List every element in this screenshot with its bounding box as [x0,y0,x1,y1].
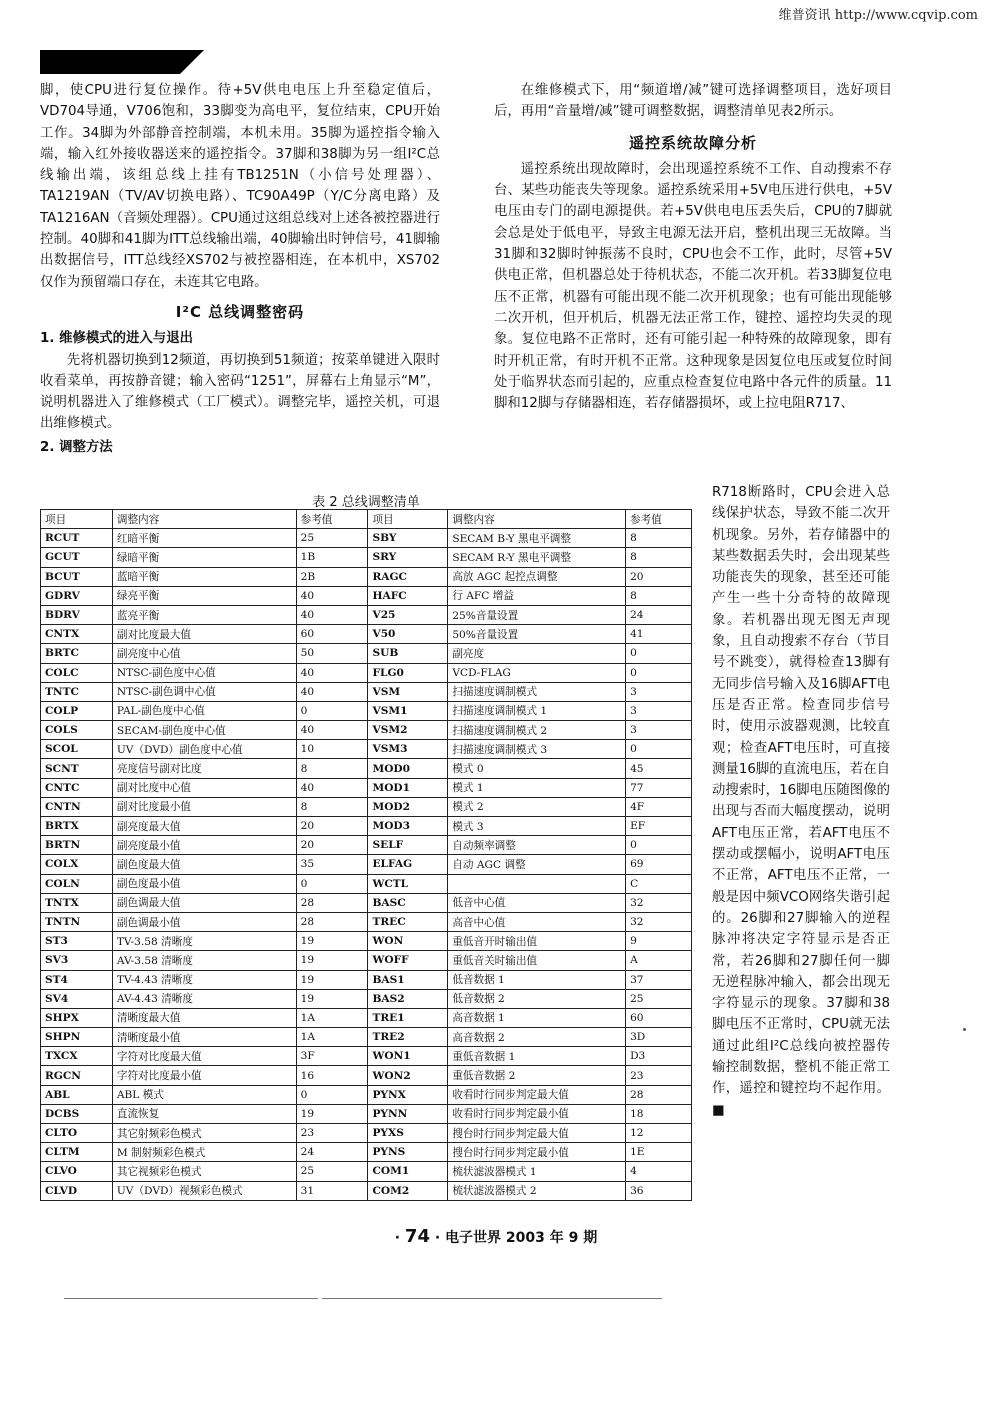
cell-adjust-content: 重低音数据 2 [448,1066,626,1085]
subtitle-adjust-method: 2. 调整方法 [40,439,113,455]
cell-adjust-content: 副亮度最小值 [112,836,296,855]
cell-item-code: SHPN [41,1028,113,1047]
cell-adjust-content: 收看时行同步判定最大值 [448,1085,626,1104]
cell-ref-value: 25 [626,989,692,1008]
cell-ref-value: 1A [296,1008,368,1027]
cell-adjust-content: 自动 AGC 调整 [448,855,626,874]
cell-item-code: RCUT [41,529,113,548]
cell-ref-value: 25 [296,1162,368,1181]
table-row [41,548,692,567]
source-watermark: 维普资讯 http://www.cqvip.com [778,8,978,23]
subtitle-maintenance-mode: 1. 维修模式的进入与退出 [40,331,193,347]
cell-adjust-content: 收看时行同步判定最小值 [448,1104,626,1123]
table-row [41,682,692,701]
header-value-2: 参考值 [626,510,692,529]
cell-item-code: CNTX [41,625,113,644]
cell-ref-value: 37 [626,970,692,989]
cell-item-code: FLG0 [368,663,448,682]
cell-item-code: RGCN [41,1066,113,1085]
cell-adjust-content: 副亮度 [448,644,626,663]
cell-adjust-content: 重低音数据 1 [448,1047,626,1066]
cell-item-code: WOFF [368,951,448,970]
cell-adjust-content: 高音中心值 [448,912,626,931]
cell-adjust-content: 其它射频彩色模式 [112,1124,296,1143]
table-row [41,1047,692,1066]
table-row [41,951,692,970]
cell-ref-value: 32 [626,912,692,931]
header-content-2: 调整内容 [448,510,626,529]
table-row [41,1008,692,1027]
cell-item-code: SCOL [41,740,113,759]
cell-item-code: TNTX [41,893,113,912]
cell-item-code: SV3 [41,951,113,970]
cell-item-code: SCNT [41,759,113,778]
cell-item-code: SHPX [41,1008,113,1027]
cell-item-code: MOD0 [368,759,448,778]
cell-item-code: ST4 [41,970,113,989]
cell-item-code: TRE1 [368,1008,448,1027]
table-row [41,529,692,548]
cell-item-code: MOD3 [368,817,448,836]
cell-item-code: CNTN [41,797,113,816]
cell-ref-value: 19 [296,932,368,951]
cell-item-code: PYNS [368,1143,448,1162]
cell-item-code: MOD2 [368,797,448,816]
bus-adjust-table [40,509,692,1201]
cell-ref-value: 0 [296,701,368,720]
cell-ref-value: 16 [296,1066,368,1085]
cell-ref-value: 20 [296,836,368,855]
scan-speck [963,1028,966,1031]
cell-ref-value: 24 [296,1143,368,1162]
cell-item-code: CLVO [41,1162,113,1181]
table-row [41,701,692,720]
table-row [41,740,692,759]
header-item-1: 项目 [41,510,113,529]
page-footer: · 74 · 电子世界 2003 年 9 期 [394,1226,598,1247]
header-item-2: 项目 [368,510,448,529]
cell-ref-value: D3 [626,1047,692,1066]
cell-adjust-content: 副色度最大值 [112,855,296,874]
table-body [41,529,692,1201]
cell-adjust-content: 低音数据 1 [448,970,626,989]
cell-ref-value: 19 [296,1104,368,1123]
cell-item-code: TNTC [41,682,113,701]
cell-item-code: BCUT [41,567,113,586]
cell-adjust-content: 字符对比度最大值 [112,1047,296,1066]
table-row [41,778,692,797]
cell-item-code: BRTX [41,817,113,836]
cell-item-code: BDRV [41,605,113,624]
cell-ref-value: 77 [626,778,692,797]
cell-adjust-content: 绿暗平衡 [112,548,296,567]
cell-item-code: VSM3 [368,740,448,759]
cell-item-code: ELFAG [368,855,448,874]
cell-adjust-content: 副色调最大值 [112,893,296,912]
cell-ref-value: 0 [296,1085,368,1104]
header-black-bar [40,50,180,74]
cell-item-code: TREC [368,912,448,931]
right-column [494,80,892,414]
right-paragraph-1: 在维修模式下，用“频道增/减”键可选择调整项目，选好项目后，再用“音量增/减”键可调整数据，调整清单见表2所示。 [494,83,892,120]
cell-item-code: SELF [368,836,448,855]
cell-adjust-content: 重低音关时输出值 [448,951,626,970]
cell-item-code: BRTN [41,836,113,855]
cell-adjust-content: 50%音量设置 [448,625,626,644]
cell-ref-value: 40 [296,586,368,605]
cell-ref-value: 3 [626,721,692,740]
cell-adjust-content: 副对比度中心值 [112,778,296,797]
cell-ref-value: 20 [296,817,368,836]
cell-ref-value: 36 [626,1181,692,1200]
cell-ref-value: 1B [296,548,368,567]
cell-item-code: COLC [41,663,113,682]
cell-adjust-content: 高音数据 1 [448,1008,626,1027]
cell-item-code: TNTN [41,912,113,931]
cell-adjust-content: 副亮度最大值 [112,817,296,836]
cell-ref-value: 25 [296,529,368,548]
cell-ref-value: 19 [296,951,368,970]
cell-item-code: SRY [368,548,448,567]
cell-ref-value: 23 [626,1066,692,1085]
cell-item-code: VSM2 [368,721,448,740]
cell-adjust-content: 蓝暗平衡 [112,567,296,586]
fold-line-left [64,1298,318,1299]
right-narrow-text: R718断路时，CPU会进入总线保护状态，导致不能二次开机现象。另外，若存储器中的某些数据丢失时，会出现某些功能丧失的现象，甚至还可能产生一些十分奇特的故障现象。若机器出现无图无声现象，且自动搜索不存台（节目号不跳变），就得检查13脚有无同步信号输入及16脚AFT电压是否正常。检查同步信号时，使用示波器观测，比较直观；检查AFT电压时，可直接测量16脚的直流电压，若在自动搜索时，16脚电压随图像的出现与否而大幅度摆动，说明AFT电压正常，若AFT电压不摆动或摆幅小，说明AFT电压不正常，AFT电压不正常，一般是因中频VCO网络失谐引起的。26脚和27脚输入的逆程脉冲将决定字符显示是否正常，若26脚和27脚任何一脚无逆程脉冲输入，都会出现无字符显示的现象。37脚和38脚电压不正常时，CPU就无法通过此组I²C总线向被控器传输控制数据，整机不能正常工作，遥控和键控均不起作用。■ [712,485,890,1118]
table-row [41,1066,692,1085]
table-row [41,1085,692,1104]
cell-ref-value: 4 [626,1162,692,1181]
cell-ref-value: 50 [296,644,368,663]
cell-item-code: VSM [368,682,448,701]
cell-ref-value: 28 [296,912,368,931]
table-row [41,644,692,663]
cell-ref-value: 40 [296,778,368,797]
cell-adjust-content: SECAM-副色度中心值 [112,721,296,740]
cell-ref-value: 40 [296,605,368,624]
table-row [41,586,692,605]
cell-adjust-content: UV（DVD）视频彩色模式 [112,1181,296,1200]
cell-ref-value: 8 [296,759,368,778]
table-row [41,932,692,951]
cell-ref-value: 0 [626,644,692,663]
cell-adjust-content: TV-3.58 清晰度 [112,932,296,951]
cell-adjust-content: UV（DVD）副色度中心值 [112,740,296,759]
cell-adjust-content: 模式 2 [448,797,626,816]
table-row [41,625,692,644]
cell-item-code: DCBS [41,1104,113,1123]
cell-item-code: CLTM [41,1143,113,1162]
cell-ref-value: 2B [296,567,368,586]
cell-ref-value: 10 [296,740,368,759]
section-title-remote-fault: 遥控系统故障分析 [628,133,757,152]
table-row [41,1143,692,1162]
cell-adjust-content: 副对比度最小值 [112,797,296,816]
cell-ref-value: 3 [626,701,692,720]
cell-ref-value: 8 [296,797,368,816]
cell-ref-value: 60 [296,625,368,644]
cell-adjust-content: 副色调最小值 [112,912,296,931]
cell-adjust-content: 模式 0 [448,759,626,778]
cell-item-code: COLS [41,721,113,740]
cell-ref-value: A [626,951,692,970]
cell-item-code: VSM1 [368,701,448,720]
right-narrow-column [712,482,890,1121]
cell-ref-value: 35 [296,855,368,874]
cell-adjust-content: 蓝亮平衡 [112,605,296,624]
cell-adjust-content: 直流恢复 [112,1104,296,1123]
cell-item-code: BASC [368,893,448,912]
table-header-row [41,510,692,529]
cell-adjust-content: 搜台时行同步判定最小值 [448,1143,626,1162]
table-row [41,1028,692,1047]
table-row [41,1162,692,1181]
cell-item-code: PYNN [368,1104,448,1123]
cell-ref-value: 12 [626,1124,692,1143]
fold-line-right [322,1298,662,1299]
cell-ref-value: 0 [626,663,692,682]
cell-ref-value: C [626,874,692,893]
cell-adjust-content: 搜台时行同步判定最大值 [448,1124,626,1143]
cell-item-code: RAGC [368,567,448,586]
cell-ref-value: 40 [296,682,368,701]
cell-ref-value: 0 [296,874,368,893]
cell-ref-value: 3 [626,682,692,701]
cell-ref-value: 19 [296,989,368,1008]
table-row [41,721,692,740]
cell-item-code: WON2 [368,1066,448,1085]
cell-item-code: SUB [368,644,448,663]
cell-adjust-content: 扫描速度调制模式 2 [448,721,626,740]
section-title-i2c: I²C 总线调整密码 [175,302,305,321]
cell-ref-value: 20 [626,567,692,586]
cell-adjust-content: 低音数据 2 [448,989,626,1008]
left-column [40,80,440,458]
cell-adjust-content: 扫描速度调制模式 3 [448,740,626,759]
cell-ref-value: 0 [626,740,692,759]
cell-item-code: V25 [368,605,448,624]
cell-ref-value: 28 [626,1085,692,1104]
cell-adjust-content: 高放 AGC 起控点调整 [448,567,626,586]
cell-ref-value: EF [626,817,692,836]
cell-item-code: V50 [368,625,448,644]
cell-adjust-content: AV-3.58 清晰度 [112,951,296,970]
cell-ref-value: 9 [626,932,692,951]
cell-item-code: GCUT [41,548,113,567]
cell-item-code: PYXS [368,1124,448,1143]
cell-adjust-content: PAL-副色度中心值 [112,701,296,720]
left-paragraph-1: 脚，使CPU进行复位操作。待+5V供电电压上升至稳定值后，VD704导通，V706饱和，33脚变为高电平，复位结束，CPU开始工作。34脚为外部静音控制端，本机未用。35脚为遥控指令输入端，输入红外接收器送来的遥控指令。37脚和38脚为另一组I²C总线输出端，该组总线上挂有TB1251N（小信号处理器）、TA1219AN（TV/AV切换电路）、TC90A49P（Y/C分离电路）及TA1216AN（音频处理器）。CPU通过这组总线对上述各被控器进行控制。40脚和41脚为ITT总线输出端，40脚输出时钟信号，41脚输出数据信号，ITT总线经XS702与被控器相连，在本机中，XS702仅作为预留端口存在，未连其它电路。 [40,83,440,290]
cell-adjust-content: VCD-FLAG [448,663,626,682]
cell-adjust-content: M 制射频彩色模式 [112,1143,296,1162]
cell-adjust-content: 低音中心值 [448,893,626,912]
cell-item-code: WON1 [368,1047,448,1066]
cell-item-code: HAFC [368,586,448,605]
cell-adjust-content: NTSC-副色调中心值 [112,682,296,701]
cell-ref-value: 0 [626,836,692,855]
cell-adjust-content: 副对比度最大值 [112,625,296,644]
cell-ref-value: 60 [626,1008,692,1027]
cell-adjust-content: 红暗平衡 [112,529,296,548]
cell-adjust-content: 模式 3 [448,817,626,836]
cell-adjust-content: 副色度最小值 [112,874,296,893]
cell-adjust-content: NTSC-副色度中心值 [112,663,296,682]
cell-item-code: BAS1 [368,970,448,989]
table-row [41,855,692,874]
cell-item-code: CLVD [41,1181,113,1200]
cell-item-code: CLTO [41,1124,113,1143]
table-row [41,893,692,912]
table-row [41,1181,692,1200]
cell-ref-value: 40 [296,663,368,682]
page-number: 74 [404,1226,430,1247]
cell-adjust-content: 清晰度最大值 [112,1008,296,1027]
cell-item-code: TRE2 [368,1028,448,1047]
table-row [41,759,692,778]
cell-adjust-content: 亮度信号副对比度 [112,759,296,778]
table-row [41,797,692,816]
cell-ref-value: 31 [296,1181,368,1200]
table-row [41,836,692,855]
cell-adjust-content: 25%音量设置 [448,605,626,624]
cell-ref-value: 19 [296,970,368,989]
table-row [41,1124,692,1143]
cell-item-code: COM2 [368,1181,448,1200]
cell-adjust-content: TV-4.43 清晰度 [112,970,296,989]
cell-adjust-content: 重低音开时输出值 [448,932,626,951]
cell-item-code: COM1 [368,1162,448,1181]
cell-item-code: COLN [41,874,113,893]
header-value-1: 参考值 [296,510,368,529]
cell-ref-value: 4F [626,797,692,816]
cell-adjust-content: 绿亮平衡 [112,586,296,605]
table-row [41,817,692,836]
cell-ref-value: 1E [626,1143,692,1162]
cell-item-code: SV4 [41,989,113,1008]
cell-adjust-content [448,874,626,893]
cell-ref-value: 3F [296,1047,368,1066]
cell-adjust-content: 自动频率调整 [448,836,626,855]
cell-item-code: COLP [41,701,113,720]
cell-item-code: PYNX [368,1085,448,1104]
cell-adjust-content: 其它视频彩色模式 [112,1162,296,1181]
cell-ref-value: 41 [626,625,692,644]
cell-adjust-content: ABL 模式 [112,1085,296,1104]
cell-adjust-content: AV-4.43 清晰度 [112,989,296,1008]
cell-ref-value: 28 [296,893,368,912]
header-content-1: 调整内容 [112,510,296,529]
left-paragraph-2: 先将机器切换到12频道，再切换到51频道；按菜单键进入限时收看菜单，再按静音键；输入密码“1251”，屏幕右上角显示“M”，说明机器进入了维修模式（工厂模式）。调整完毕，遥控关机，可退出维修模式。 [40,352,440,432]
cell-item-code: MOD1 [368,778,448,797]
right-paragraph-2: 遥控系统出现故障时，会出现遥控系统不工作、自动搜索不存台、某些功能丧失等现象。遥控系统采用+5V电压进行供电，+5V电压由专门的副电源提供。若+5V供电电压丢失后，CPU的7脚就会总是处于低电平，导致主电源无法开启，整机出现三无故障。当31脚和32脚时钟振荡不良时，CPU也会不工作，此时，尽管+5V供电正常，但机器总处于待机状态，不能二次开机。若33脚复位电压不正常，机器有可能出现不能二次开机现象；也有可能出现能够二次开机，但开机后，机器无法正常工作，键控、遥控均失灵的现象。复位电路不正常时，还有可能引起一种特殊的故障现象，即有时开机正常，有时开机不正常。这种现象是因复位电压或复位时间处于临界状态而引起的，应重点检查复位电路中各元件的质量。11脚和12脚与存储器相连，若存储器损坏，或上拉电阻R717、 [494,161,892,412]
cell-item-code: WON [368,932,448,951]
cell-item-code: BAS2 [368,989,448,1008]
cell-ref-value: 18 [626,1104,692,1123]
cell-adjust-content: 副亮度中心值 [112,644,296,663]
cell-item-code: COLX [41,855,113,874]
table-row [41,567,692,586]
table-row [41,663,692,682]
cell-adjust-content: SECAM R-Y 黑电平调整 [448,548,626,567]
cell-ref-value: 40 [296,721,368,740]
cell-ref-value: 32 [626,893,692,912]
cell-adjust-content: 扫描速度调制模式 [448,682,626,701]
cell-adjust-content: 模式 1 [448,778,626,797]
cell-ref-value: 24 [626,605,692,624]
table-row [41,912,692,931]
table-header [41,510,692,529]
cell-ref-value: 23 [296,1124,368,1143]
cell-adjust-content: SECAM B-Y 黑电平调整 [448,529,626,548]
table-row [41,874,692,893]
cell-adjust-content: 扫描速度调制模式 1 [448,701,626,720]
cell-ref-value: 3D [626,1028,692,1047]
cell-item-code: SBY [368,529,448,548]
cell-adjust-content: 高音数据 2 [448,1028,626,1047]
cell-adjust-content: 字符对比度最小值 [112,1066,296,1085]
cell-ref-value: 69 [626,855,692,874]
cell-item-code: ST3 [41,932,113,951]
cell-item-code: BRTC [41,644,113,663]
cell-ref-value: 8 [626,548,692,567]
cell-item-code: ABL [41,1085,113,1104]
table-row [41,1104,692,1123]
cell-item-code: CNTC [41,778,113,797]
cell-adjust-content: 清晰度最小值 [112,1028,296,1047]
table-caption: 表 2 总线调整清单 [312,495,420,510]
cell-item-code: TXCX [41,1047,113,1066]
table-row [41,605,692,624]
table-row [41,970,692,989]
cell-ref-value: 8 [626,529,692,548]
cell-adjust-content: 梳状滤波器模式 1 [448,1162,626,1181]
cell-ref-value: 8 [626,586,692,605]
cell-item-code: GDRV [41,586,113,605]
publication-name: 电子世界 2003 年 9 期 [445,1230,598,1246]
cell-item-code: WCTL [368,874,448,893]
table-row [41,989,692,1008]
cell-ref-value: 45 [626,759,692,778]
cell-adjust-content: 梳状滤波器模式 2 [448,1181,626,1200]
cell-adjust-content: 行 AFC 增益 [448,586,626,605]
cell-ref-value: 1A [296,1028,368,1047]
